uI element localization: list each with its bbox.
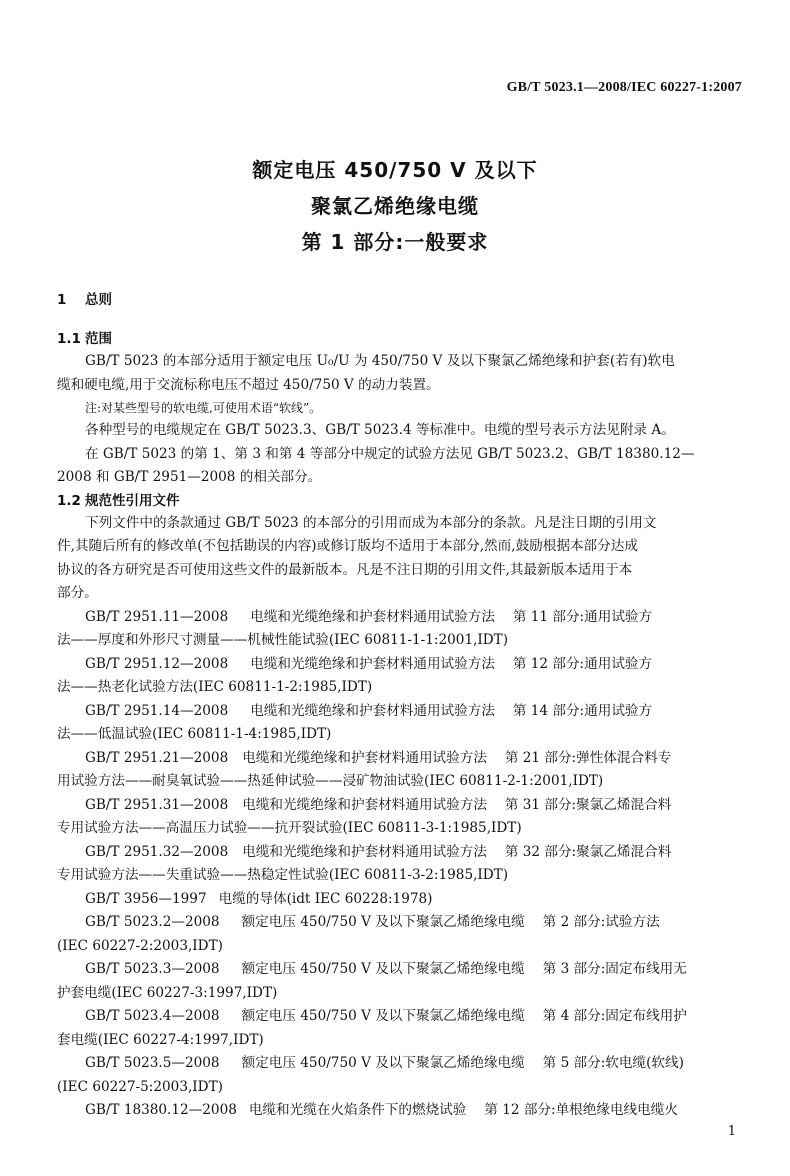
document-body xyxy=(57,288,744,1123)
text-line: 部分。 xyxy=(57,585,98,601)
reference-item xyxy=(57,794,744,841)
reference-standard: GB/T 2951.32—2008 xyxy=(85,843,229,860)
text-line: 件,其随后所有的修改单(不包括勘误的内容)或修订版均不适用于本部分,然而,鼓励根据本部分达成 xyxy=(57,538,638,554)
standard-id: GB/T 5023.1—2008/IEC 60227-1:2007 xyxy=(506,80,742,95)
reference-item xyxy=(57,958,744,1005)
reference-title-cont: 套电缆(IEC 60227-4:1997,IDT) xyxy=(57,1031,264,1048)
section-number: 1.2 xyxy=(57,492,81,509)
reference-standard: GB/T 2951.14—2008 xyxy=(85,702,229,719)
text-line: 2008 和 GB/T 2951—2008 的相关部分。 xyxy=(57,469,322,485)
page-number: 1 xyxy=(727,1124,736,1139)
title-line-3: 第 1 部分:一般要求 xyxy=(301,230,489,254)
title-line-2: 聚氯乙烯绝缘电缆 xyxy=(311,194,479,218)
reference-title-cont: 专用试验方法——失重试验——热稳定性试验(IEC 60811-3-2:1985,IDT) xyxy=(57,867,509,883)
reference-standard: GB/T 3956—1997 xyxy=(85,890,207,907)
reference-title: 电缆和光缆绝缘和护套材料通用试验方法 第 12 部分:通用试验方 xyxy=(250,655,653,672)
reference-title-cont: 法——低温试验(IEC 60811-1-4:1985,IDT) xyxy=(57,726,332,742)
reference-item xyxy=(57,747,744,794)
reference-title-cont: 用试验方法——耐臭氧试验——热延伸试验——浸矿物油试验(IEC 60811-2-1:2001,IDT) xyxy=(57,773,604,789)
reference-title: 电缆和光缆绝缘和护套材料通用试验方法 第 14 部分:通用试验方 xyxy=(250,702,653,719)
reference-title: 额定电压 450/750 V 及以下聚氯乙烯绝缘电缆 第 2 部分:试验方法 xyxy=(241,914,660,930)
normative-intro xyxy=(57,512,744,606)
text-line: 协议的各方研究是否可使用这些文件的最新版本。凡是不注日期的引用文件,其最新版本适用于本 xyxy=(57,561,633,578)
text-line: GB/T 5023 的本部分适用于额定电压 U₀/U 为 450/750 V 及以下聚氯乙烯绝缘和护套(若有)软电 xyxy=(85,353,675,369)
reference-title: 电缆和光缆绝缘和护套材料通用试验方法 第 11 部分:通用试验方 xyxy=(250,608,653,625)
reference-title: 额定电压 450/750 V 及以下聚氯乙烯绝缘电缆 第 4 部分:固定布线用护 xyxy=(241,1008,687,1024)
text-line: 在 GB/T 5023 的第 1、第 3 和第 4 等部分中规定的试验方法见 GB/T 5023.2、GB/T 18380.12— xyxy=(85,445,695,462)
reference-item xyxy=(57,1005,744,1052)
reference-title-cont: 法——厚度和外形尺寸测量——机械性能试验(IEC 60811-1-1:2001,IDT) xyxy=(57,632,509,648)
text-line: 下列文件中的条款通过 GB/T 5023 的本部分的引用而成为本部分的条款。凡是注日期的引用文 xyxy=(85,514,657,531)
reference-title: 电缆和光缆绝缘和护套材料通用试验方法 第 32 部分:聚氯乙烯混合料 xyxy=(242,843,672,860)
reference-item xyxy=(57,653,744,700)
section-1-heading xyxy=(57,288,744,328)
reference-title-cont: (IEC 60227-5:2003,IDT) xyxy=(57,1078,223,1095)
section-title: 总则 xyxy=(85,292,112,308)
reference-title: 电缆和光缆绝缘和护套材料通用试验方法 第 31 部分:聚氯乙烯混合料 xyxy=(242,796,672,813)
section-number: 1 xyxy=(57,292,67,308)
text-line: 缆和硬电缆,用于交流标称电压不超过 450/750 V 的动力装置。 xyxy=(57,376,440,393)
scope-paragraph-2: 各种型号的电缆规定在 GB/T 5023.3、GB/T 5023.4 等标准中。电缆的型号表示方法见附录 A。 xyxy=(85,422,675,438)
reference-title: 电缆的导体(idt IEC 60228:1978) xyxy=(218,890,433,907)
reference-standard: GB/T 5023.3—2008 xyxy=(85,961,220,977)
reference-title-cont: 专用试验方法——高温压力试验——抗开裂试验(IEC 60811-3-1:1985,IDT) xyxy=(57,820,522,836)
document-title xyxy=(0,152,790,260)
section-title: 范围 xyxy=(85,331,112,347)
section-1-2-heading xyxy=(57,490,744,512)
reference-title: 额定电压 450/750 V 及以下聚氯乙烯绝缘电缆 第 3 部分:固定布线用无 xyxy=(241,961,687,977)
reference-title: 额定电压 450/750 V 及以下聚氯乙烯绝缘电缆 第 5 部分:软电缆(软线) xyxy=(241,1055,684,1071)
scope-paragraph-3 xyxy=(57,443,744,490)
reference-standard: GB/T 2951.12—2008 xyxy=(85,655,229,672)
reference-item xyxy=(57,700,744,747)
section-number: 1.1 xyxy=(57,331,81,347)
reference-item xyxy=(57,911,744,958)
reference-item xyxy=(57,1052,744,1099)
scope-paragraph-1 xyxy=(57,350,744,397)
scope-note: 注:对某些型号的软电缆,可使用术语“软线”。 xyxy=(85,401,322,415)
reference-item xyxy=(57,888,744,912)
section-title: 规范性引用文件 xyxy=(85,492,180,509)
reference-list xyxy=(57,606,744,1123)
reference-title: 电缆和光缆在火焰条件下的燃烧试验 第 12 部分:单根绝缘电线电缆火 xyxy=(248,1102,678,1118)
reference-item xyxy=(57,841,744,888)
reference-item xyxy=(57,606,744,653)
reference-standard: GB/T 2951.11—2008 xyxy=(85,608,229,625)
reference-standard: GB/T 18380.12—2008 xyxy=(85,1102,237,1118)
reference-standard: GB/T 5023.4—2008 xyxy=(85,1008,220,1024)
reference-standard: GB/T 5023.2—2008 xyxy=(85,914,220,930)
reference-standard: GB/T 5023.5—2008 xyxy=(85,1055,220,1071)
section-1-1-heading xyxy=(57,328,744,350)
reference-standard: GB/T 2951.31—2008 xyxy=(85,796,229,813)
reference-title-cont: 护套电缆(IEC 60227-3:1997,IDT) xyxy=(57,984,278,1001)
title-line-1: 额定电压 450/750 V 及以下 xyxy=(252,158,538,182)
reference-standard: GB/T 2951.21—2008 xyxy=(85,749,229,766)
reference-item xyxy=(57,1099,744,1123)
reference-title-cont: 法——热老化试验方法(IEC 60811-1-2:1985,IDT) xyxy=(57,679,373,695)
reference-title: 电缆和光缆绝缘和护套材料通用试验方法 第 21 部分:弹性体混合料专 xyxy=(242,749,672,766)
reference-title-cont: (IEC 60227-2:2003,IDT) xyxy=(57,937,223,954)
